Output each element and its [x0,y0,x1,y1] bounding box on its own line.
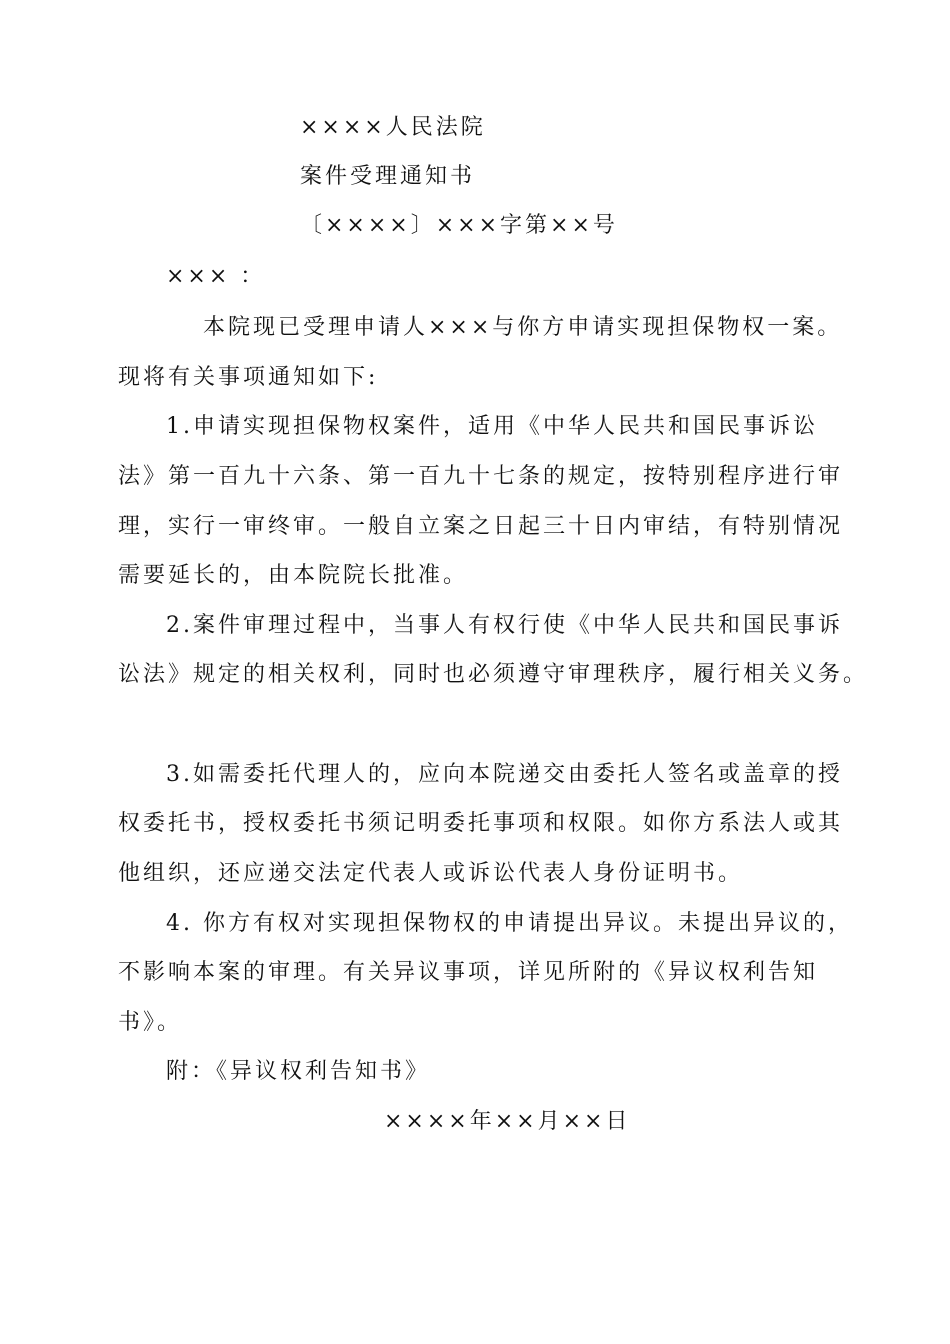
date-line: ××××年××月××日 [384,1109,631,1134]
item-2-line-1: 2.案件审理过程中，当事人有权行使《中华人民共和国民事诉 [166,613,843,638]
attachment-line: 附：《异议权利告知书》 [166,1059,431,1084]
item-3-line-2: 权委托书，授权委托书须记明委托事项和权限。如你方系法人或其 [118,811,844,836]
item-1-line-3: 理，实行一审终审。一般自立案之日起三十日内审结，有特别情况 [118,514,844,539]
item-1-line-4: 需要延长的，由本院院长批准。 [118,563,469,588]
intro-line-1: 本院现已受理申请人×××与你方申请实现担保物权一案。 [203,315,843,340]
document-title: 案件受理通知书 [300,164,476,189]
item-3-line-1: 3.如需委托代理人的，应向本院递交由委托人签名或盖章的授 [166,762,843,787]
item-4-line-1: 4. 你方有权对实现担保物权的申请提出异议。未提出异议的， [166,911,853,936]
recipient-line: ××× ： [166,264,266,289]
item-4-line-3: 书》。 [118,1010,183,1035]
item-3-line-3: 他组织，还应递交法定代表人或诉讼代表人身份证明书。 [118,861,744,886]
item-4-line-2: 不影响本案的审理。有关异议事项，详见所附的《异议权利告知 [118,960,819,985]
intro-line-2: 现将有关事项通知如下: [118,365,379,390]
item-1-line-2: 法》第一百九十六条、第一百九十七条的规定，按特别程序进行审 [118,464,844,489]
item-2-line-2: 讼法》规定的相关权利，同时也必须遵守审理秩序，履行相关义务。 [118,662,869,687]
case-number: 〔××××〕×××字第××号 [300,213,618,238]
court-name: ××××人民法院 [300,115,486,140]
item-1-line-1: 1.申请实现担保物权案件，适用《中华人民共和国民事诉讼 [166,414,818,439]
